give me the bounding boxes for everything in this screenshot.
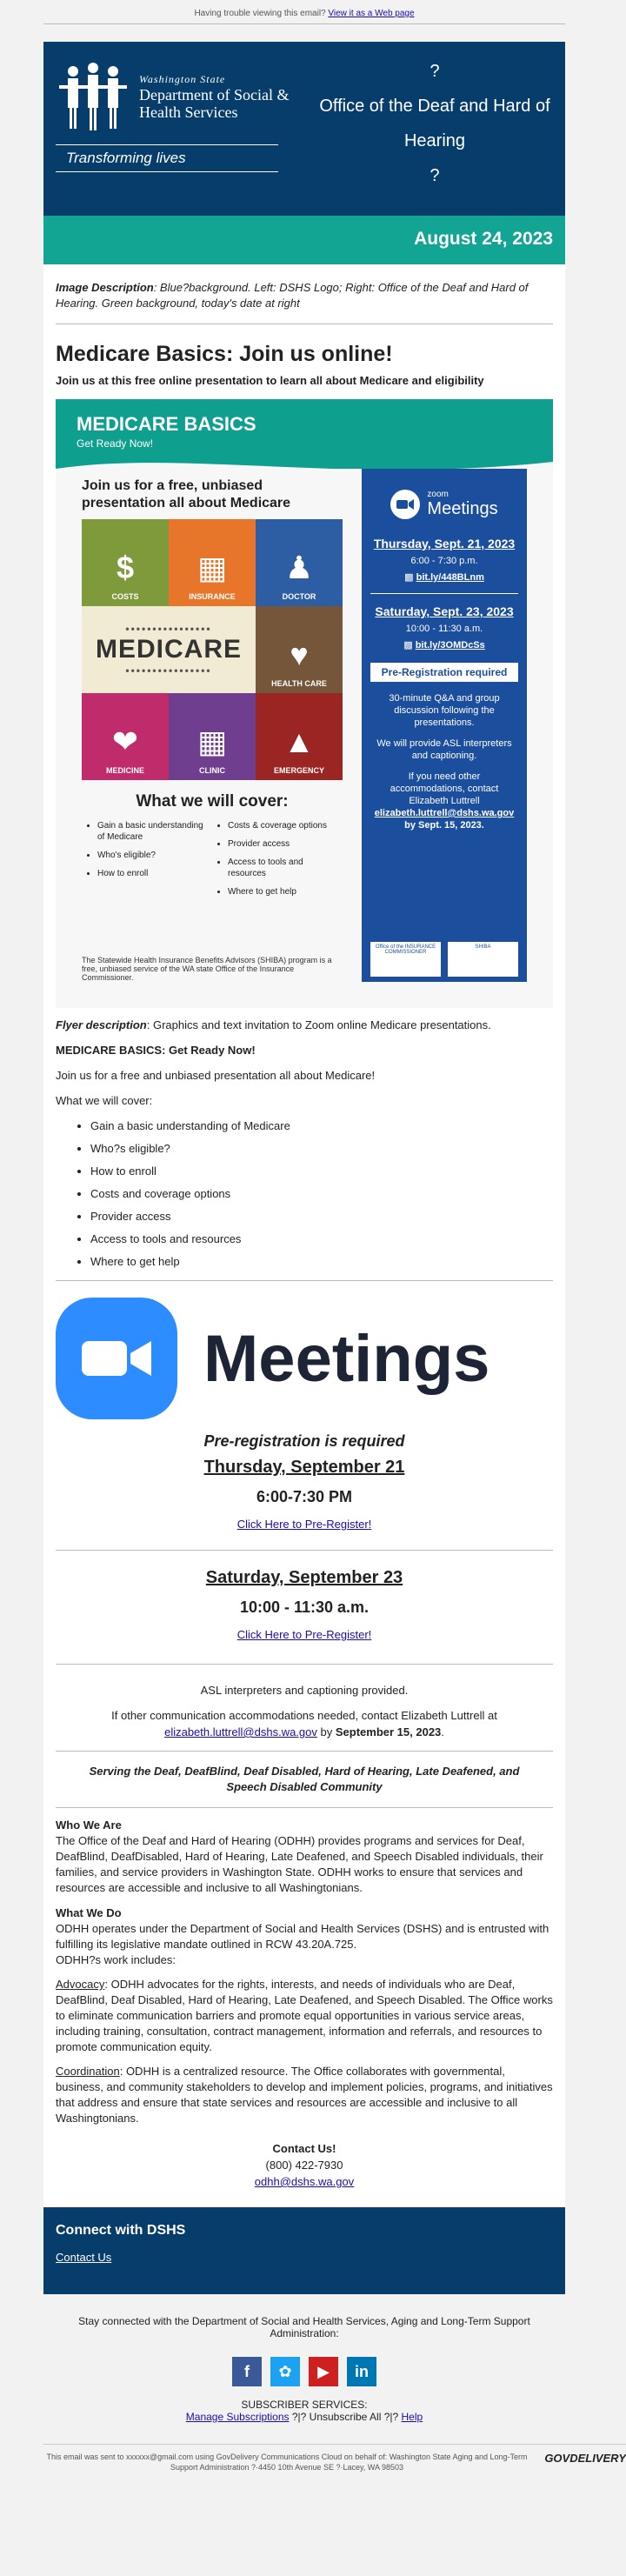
hand-heart-icon: ❤ [111,724,139,759]
email-body [43,42,565,2294]
accommodation-notice: If other communication accommodations needed, contact Elizabeth Luttrell at elizabeth.luttrell@dshs.wa.gov by September 15, 2023. [111,1709,497,1738]
tile-doctor: ♟ DOCTOR [256,519,343,606]
who-we-are-text: The Office of the Deaf and Hard of Hearing (ODHH) provides programs and services for Deaf, DeafBlind, DeafDisabled, Hard of Hearing, Late Deafened, and Speech Disabled individuals, their families, and service providers in Washington State. ODHH works to ensure that services and resources are accessible and inclusive to all Washingtonians. [56,1834,543,1894]
list-item: • Provider access [228,838,343,850]
odhh-email-link[interactable]: odhh@dshs.wa.gov [254,2175,355,2188]
flyer-time2: 10:00 - 11:30 a.m. [405,624,483,634]
contact-us-link[interactable]: Contact Us [56,2251,112,2264]
session-day1: Thursday, September 21 [203,1458,405,1477]
contact-block [56,2140,553,2190]
session-day2: Saturday, September 23 [205,1568,403,1587]
date-banner [43,216,565,264]
doctor-icon: ♟ [284,550,314,585]
divider [56,1807,553,1808]
siren-icon: ▲ [283,724,315,759]
divider [43,23,565,24]
office-title: Office of the Deaf and Hard of Hearing [319,97,550,150]
session-time2: 10:00 - 11:30 a.m. [239,1598,370,1616]
logo-department: Department of Social & Health Services [139,85,290,121]
tile-emergency: ▲ EMERGENCY [256,693,343,780]
flyer-day2: Saturday, Sept. 23, 2023 [375,604,514,618]
details-heading: MEDICARE BASICS: Get Ready Now! [56,1044,256,1057]
image-description-text: : Blue?background. Left: DSHS Logo; Right: Office of the Deaf and Hard of Hearing. Green background, today's date at right [56,281,529,310]
list-item: • Where to get help [228,886,343,898]
insurance-commissioner-logo: Office of the INSURANCE COMMISSIONER [370,942,441,977]
list-item: • Gain a basic understanding of Medicare [97,820,212,843]
flyer-footnote: The Statewide Health Insurance Benefits Advisors (SHIBA) program is a free, unbiased service of the WA state Office of the Insurance Commissioner. [82,956,332,982]
link-icon: ▩ [403,640,413,651]
flyer-event-panel [362,469,527,982]
flyer-qa-text: 30-minute Q&A and group discussion following the presentations. [389,693,500,728]
article-title: Medicare Basics: Join us online! [56,342,393,366]
connect-title: Connect with DSHS [56,2223,186,2238]
list-item: • How to enroll [97,868,212,879]
what-we-do-text: ODHH operates under the Department of Social and Health Services (DSHS) and is entrusted with fulfilling its legislative mandate outlined in RCW 43.20A.725. ODHH?s work includes: [56,1922,549,1966]
topic-tile-grid [82,519,343,780]
building-icon: ▦ [196,724,227,759]
details-cover-list [56,1118,553,1270]
subscriber-links [43,2411,565,2423]
footer [43,2294,626,2473]
help-link[interactable]: Help [401,2411,423,2423]
issue-date: August 24, 2023 [414,229,553,249]
sessions [56,1432,553,1740]
partner-logos [370,942,518,977]
contact-title: Contact Us! [272,2142,336,2155]
list-item: • Access to tools and resources [228,857,343,879]
cover-title: What we will cover: [136,792,289,811]
tile-clinic: ▦ CLINIC [169,693,256,780]
divider [56,1550,553,1551]
list-item: • Who?s eligible? [90,1140,553,1157]
divider [56,1280,553,1281]
people-figures-icon [56,59,130,134]
medicare-flyer-image [56,399,553,1008]
contact-email-link[interactable]: elizabeth.luttrell@dshs.wa.gov [164,1725,317,1738]
coordination-text: Coordination: ODHH is a centralized resource. The Office collaborates with governmental, business, and community stakeholders to develop and implement policies, programs, and initiatives that address and ensure that state services and resources are accessible and inclusive to all Washingtonians. [56,2065,553,2125]
divider [56,1751,553,1752]
manage-subscriptions-link[interactable]: Manage Subscriptions [185,2411,290,2423]
tile-health-care: ♥ HEALTH CARE [256,606,343,693]
tile-medicare: •••••••••••••••• MEDICARE •••••••••••••••• [82,606,256,693]
preregister-link-1[interactable]: Click Here to Pre-Register! [236,1518,372,1531]
asl-notice: ASL interpreters and captioning provided. [200,1684,409,1697]
image-description [56,264,553,324]
preheader [0,0,609,42]
divider [370,593,518,594]
link-icon: ▩ [404,572,414,583]
zoom-logo [362,490,527,519]
zoom-meetings-word: Meetings [427,499,498,518]
stay-connected-text: Stay connected with the Department of Social and Health Services, Aging and Long-Term Support Administration: [78,2315,530,2339]
list-item: • Provider access [90,1208,553,1225]
facebook-icon[interactable]: f [232,2357,262,2386]
flyer-time1: 6:00 - 7:30 p.m. [410,556,478,566]
subscriber-separator: ?|? Unsubscribe All ?|? [291,2411,399,2423]
list-item: • Access to tools and resources [90,1231,553,1247]
list-item: • Costs & coverage options [228,820,343,831]
flyer-accommodation-text: If you need other accommodations, contact Elizabeth Luttrell elizabeth.luttrell@dshs.wa.gov by Sept. 15, 2023. [374,771,515,831]
cover-list-right [212,820,343,904]
zoom-small-word: zoom [427,490,449,499]
who-we-are-title: Who We Are [56,1819,122,1832]
list-item: • Costs and coverage options [90,1185,553,1202]
list-item: • Gain a basic understanding of Medicare [90,1118,553,1134]
preregister-link-2[interactable]: Click Here to Pre-Register! [236,1628,372,1641]
details-join-text: Join us for a free and unbiased presentation all about Medicare! [56,1069,376,1082]
advocacy-text: Advocacy: ODHH advocates for the rights, interests, and needs of individuals who are Deaf, DeafBlind, Deaf Disabled, Hard of Hearing, Late Deafened, and Speech Disabled. The Office works to eliminate communication barriers and promote equal opportunities in various service areas, including training, consultation, contract management, information and referrals, and resources to promote communication equity. [56,1978,553,2053]
web-view-link[interactable]: View it as a Web page [328,9,415,18]
list-item: • Where to get help [90,1253,553,1270]
list-item: • Who's eligible? [97,850,212,861]
dshs-logo [43,42,304,216]
twitter-icon[interactable]: ✿ [270,2357,300,2386]
flyer-link2: ▩ bit.ly/3OMDcSs [403,640,485,651]
session-time1: 6:00-7:30 PM [256,1488,353,1505]
clipboard-shield-icon: ▦ [196,550,227,585]
youtube-icon[interactable]: ▶ [309,2357,338,2386]
flyer-description: Flyer description: Graphics and text invitation to Zoom online Medicare presentations. [56,1018,491,1031]
placeholder-glyph: ? [430,62,440,81]
flyer-asl-text: We will provide ASL interpreters and captioning. [376,738,512,761]
flyer-day1: Thursday, Sept. 21, 2023 [373,537,516,551]
subscriber-services-label: SUBSCRIBER SERVICES: [241,2399,368,2411]
logo-tagline: Transforming lives [56,144,278,172]
zoom-meetings-logo [56,1293,553,1424]
flyer-join-text: Join us for a free, unbiased presentation all about Medicare [82,478,291,511]
flyer-link1: ▩ bit.ly/448BLnm [404,572,484,583]
shiba-logo: SHIBA [448,942,518,977]
flyer-banner-sub: Get Ready Now! [77,437,154,450]
prereg-title: Pre-registration is required [203,1432,405,1450]
cover-lists [82,820,343,904]
what-we-do-title: What We Do [56,1906,122,1919]
heart-cross-icon: ♥ [290,637,309,672]
article-subtitle: Join us at this free online presentation to learn all about Medicare and eligibility [56,374,484,387]
tile-medicine: ❤ MEDICINE [82,693,169,780]
govdelivery-logo: GOVDELIVERY [544,2452,626,2465]
divider [56,1664,553,1665]
details-cover-intro: What we will cover: [56,1094,153,1107]
preheader-text: Having trouble viewing this email? [194,9,326,18]
zoom-meetings-text: Meetings [203,1321,490,1396]
tile-costs: $ COSTS [82,519,169,606]
flyer-prereg: Pre-Registration required [370,663,518,682]
list-item: • How to enroll [90,1163,553,1179]
legal-text: This email was sent to xxxxxx@gmail.com using GovDelivery Communications Cloud on behalf of: Washington State Aging and Long-Term Support Administration ?·4450 10th Avenue SE ?·Lacey, WA 98503 [46,2453,528,2472]
linkedin-icon[interactable]: in [347,2357,376,2386]
image-description-label: Image Description [56,281,154,294]
contact-phone: (800) 422-7930 [265,2159,343,2172]
connect-banner [43,2207,565,2294]
cover-list-left [82,820,212,904]
social-links [43,2357,565,2386]
tile-insurance: ▦ INSURANCE [169,519,256,606]
office-title-block [304,42,565,216]
header-banner [43,42,565,216]
video-camera-icon [56,1298,177,1419]
logo-state: Washington State [139,72,226,85]
dollar-cycle-icon: $ [116,550,135,585]
placeholder-glyph: ? [430,166,440,185]
flyer-banner-title: MEDICARE BASICS [77,413,256,435]
video-camera-icon [390,490,420,519]
serving-statement: Serving the Deaf, DeafBlind, Deaf Disabled, Hard of Hearing, Late Deafened, and Speech Disabled Community [89,1765,520,1793]
legal-footer [43,2444,626,2473]
